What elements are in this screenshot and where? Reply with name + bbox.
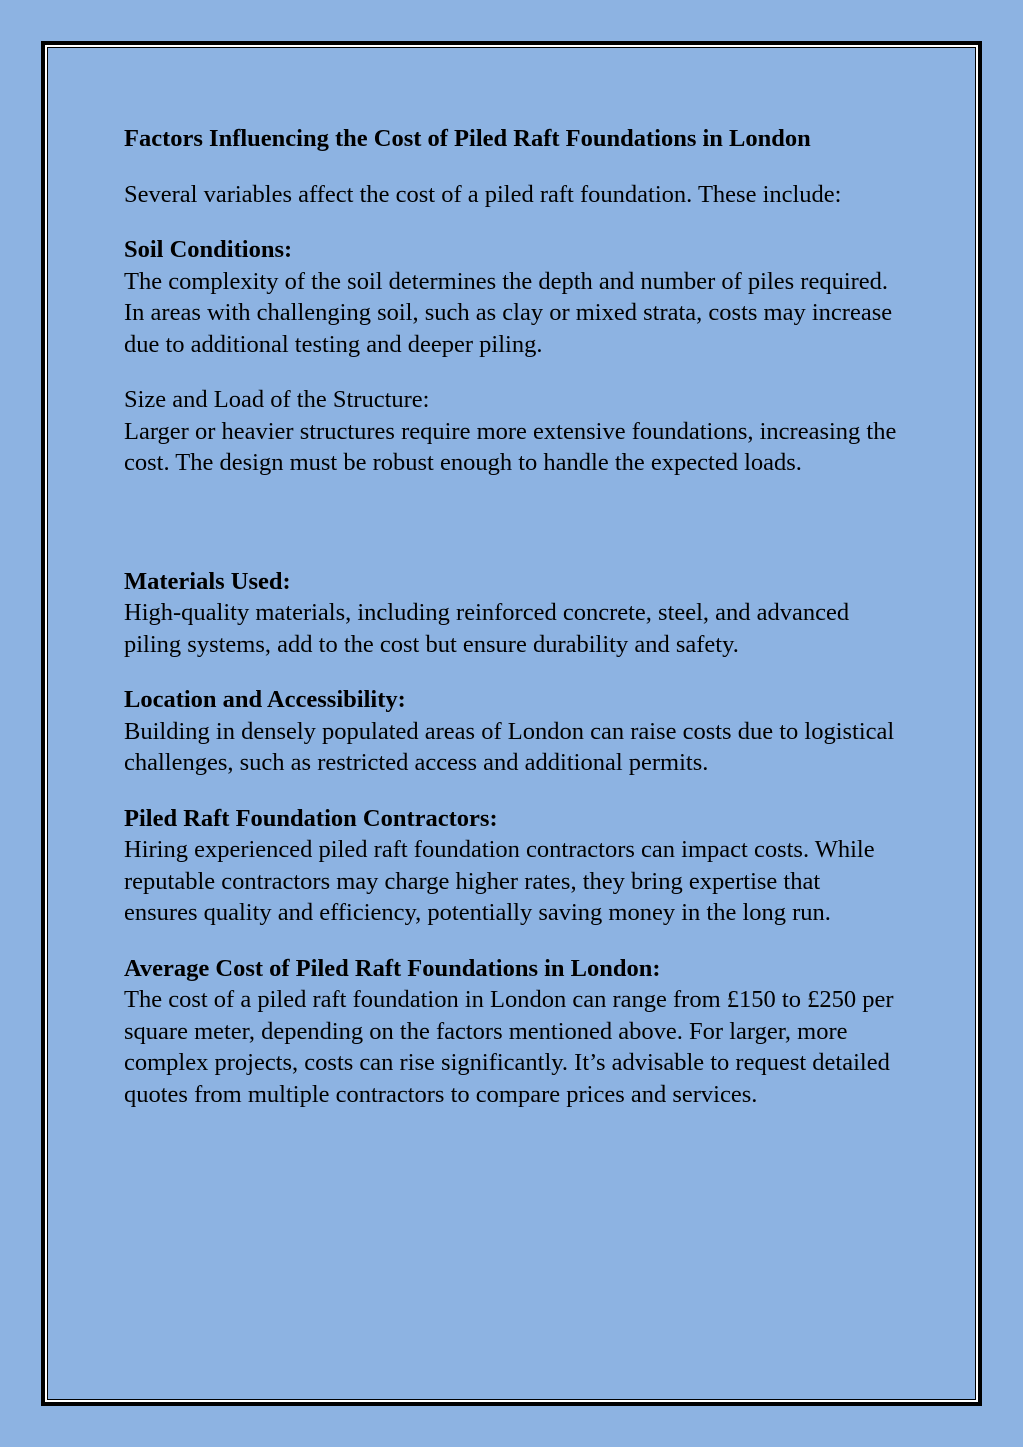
section-location-accessibility <box>124 684 899 779</box>
section-heading: Size and Load of the Structure: <box>124 386 430 413</box>
section-size-and-load <box>124 384 899 479</box>
section-soil-conditions <box>124 234 899 360</box>
section-body: The complexity of the soil determines the depth and number of piles required. In areas with challenging soil, such as clay or mixed strata, costs may increase due to additional testing and deeper piling. <box>124 267 893 358</box>
section-materials-used <box>124 566 899 661</box>
section-heading: Piled Raft Foundation Contractors: <box>124 804 498 832</box>
page-title: Factors Influencing the Cost of Piled Raft Foundations in London <box>124 125 811 152</box>
section-body: High-quality materials, including reinforced concrete, steel, and advanced piling systems, add to the cost but ensure durability and safety. <box>124 599 850 658</box>
section-body: Larger or heavier structures require more extensive foundations, increasing the cost. The design must be robust enough to handle the expected loads. <box>124 417 897 476</box>
section-contractors <box>124 803 899 929</box>
section-heading: Materials Used: <box>124 567 291 595</box>
section-body: Hiring experienced piled raft foundation contractors can impact costs. While reputable contractors may charge higher rates, they bring expertise that ensures quality and efficiency, potentially saving money in the long run. <box>124 836 875 926</box>
section-heading: Soil Conditions: <box>124 236 293 263</box>
document-content <box>124 123 899 1110</box>
section-heading: Average Cost of Piled Raft Foundations in London: <box>124 954 661 982</box>
section-body: Building in densely populated areas of London can raise costs due to logistical challenges, such as restricted access and additional permits. <box>124 717 895 776</box>
section-heading: Location and Accessibility: <box>124 686 406 713</box>
section-body: The cost of a piled raft foundation in London can range from £150 to £250 per square meter, depending on the factors mentioned above. For larger, more complex projects, costs can rise significantly. It’s advisable to request detailed quotes from multiple contractors to compare prices and services. <box>124 986 894 1108</box>
intro-paragraph: Several variables affect the cost of a piled raft foundation. These include: <box>124 180 842 208</box>
section-average-cost <box>124 953 899 1111</box>
